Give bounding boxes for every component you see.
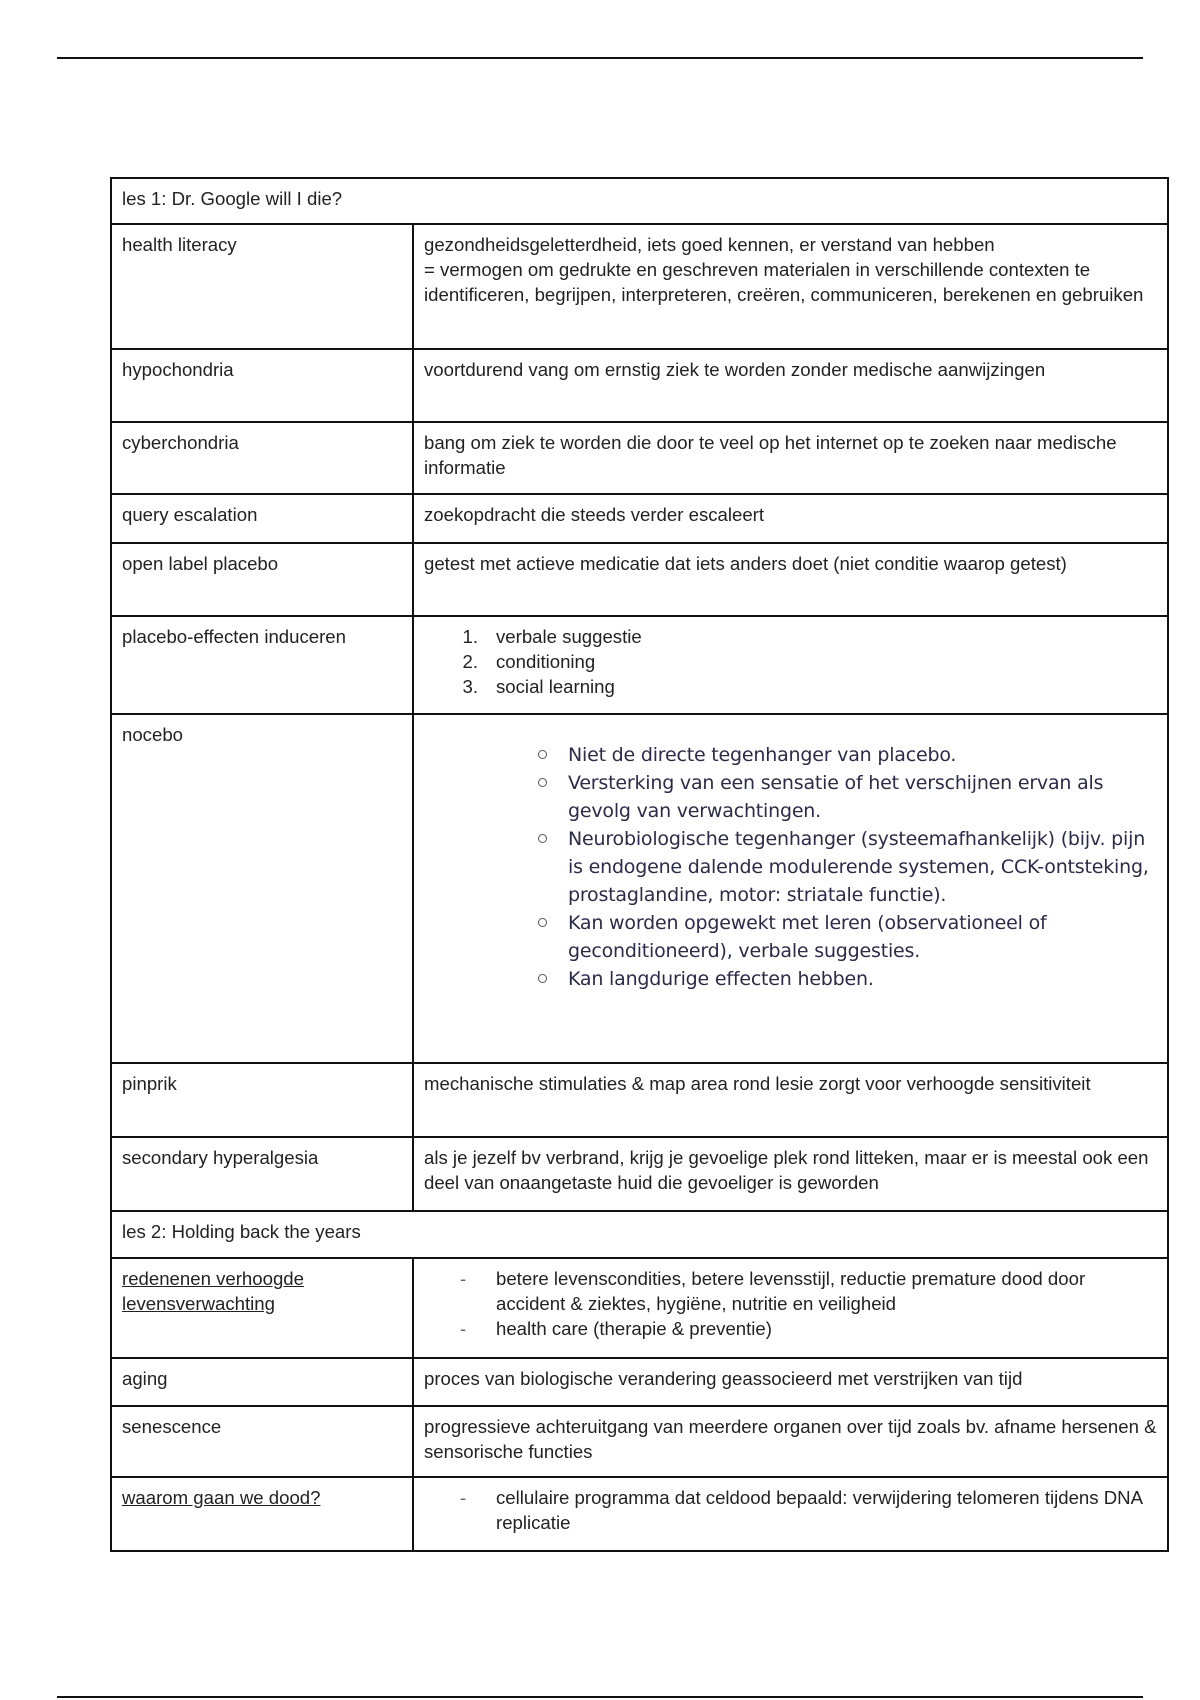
numbered-list bbox=[424, 624, 1157, 699]
list-item: Neurobiologische tegenhanger (systeemafhankelijk) (bijv. pijn is endogene dalende modulerende systemen, CCK-ontsteking, prostaglandine, motor: striatale functie). bbox=[424, 825, 1157, 909]
bullet-list bbox=[424, 741, 1157, 993]
definition bbox=[413, 616, 1168, 714]
list-item: Kan worden opgewekt met leren (observationeel of geconditioneerd), verbale suggesties. bbox=[424, 909, 1157, 965]
term: waarom gaan we dood? bbox=[111, 1477, 413, 1551]
term: nocebo bbox=[111, 714, 413, 1063]
dash-list bbox=[424, 1485, 1157, 1535]
definition: voortdurend vang om ernstig ziek te worden zonder medische aanwijzingen bbox=[413, 349, 1168, 422]
definition-line: = vermogen om gedrukte en geschreven materialen in verschillende contexten te identificeren, begrijpen, interpreteren, creëren, communiceren, berekenen en gebruiken bbox=[424, 259, 1144, 305]
definition: mechanische stimulaties & map area rond lesie zorgt voor verhoogde sensitiviteit bbox=[413, 1063, 1168, 1137]
table-row bbox=[111, 1137, 1168, 1211]
definition: zoekopdracht die steeds verder escaleert bbox=[413, 494, 1168, 543]
term: secondary hyperalgesia bbox=[111, 1137, 413, 1211]
term: query escalation bbox=[111, 494, 413, 543]
definition bbox=[413, 224, 1168, 349]
list-item: 2. conditioning bbox=[462, 651, 596, 672]
table-row bbox=[111, 422, 1168, 494]
table-row bbox=[111, 714, 1168, 1063]
table-row bbox=[111, 349, 1168, 422]
table-row bbox=[111, 224, 1168, 349]
list-item: - betere levenscondities, betere levensstijl, reductie premature dood door accident & ziektes, hygiëne, nutritie en veiligheid bbox=[460, 1268, 1086, 1314]
section-title: les 1: Dr. Google will I die? bbox=[111, 178, 1168, 224]
definition bbox=[413, 1258, 1168, 1358]
table-row bbox=[111, 1063, 1168, 1137]
definition bbox=[413, 714, 1168, 1063]
table-row bbox=[111, 1358, 1168, 1406]
term: redenenen verhoogde levensverwachting bbox=[111, 1258, 413, 1358]
table-row bbox=[111, 1477, 1168, 1551]
definition: proces van biologische verandering geassocieerd met verstrijken van tijd bbox=[413, 1358, 1168, 1406]
list-item: 1. verbale suggestie bbox=[462, 626, 642, 647]
definition: bang om ziek te worden die door te veel op het internet op te zoeken naar medische informatie bbox=[413, 422, 1168, 494]
section-header-row bbox=[111, 1211, 1168, 1258]
circle-bullet-icon bbox=[538, 918, 547, 927]
term: placebo-effecten induceren bbox=[111, 616, 413, 714]
notes-table bbox=[110, 177, 1169, 1552]
term: cyberchondria bbox=[111, 422, 413, 494]
term: hypochondria bbox=[111, 349, 413, 422]
term: health literacy bbox=[111, 224, 413, 349]
circle-bullet-icon bbox=[538, 750, 547, 759]
list-item: 3. social learning bbox=[462, 676, 615, 697]
list-item: - cellulaire programma dat celdood bepaald: verwijdering telomeren tijdens DNA replicatie bbox=[460, 1487, 1142, 1533]
footer-rule bbox=[57, 1696, 1143, 1698]
term: pinprik bbox=[111, 1063, 413, 1137]
table-row bbox=[111, 543, 1168, 616]
section-title: les 2: Holding back the years bbox=[111, 1211, 1168, 1258]
list-item: Niet de directe tegenhanger van placebo. bbox=[424, 741, 1157, 769]
table-row bbox=[111, 1406, 1168, 1477]
circle-bullet-icon bbox=[538, 974, 547, 983]
dash-bullet-icon: - bbox=[460, 1268, 467, 1289]
section-header-row bbox=[111, 178, 1168, 224]
definition bbox=[413, 1477, 1168, 1551]
list-item: Kan langdurige effecten hebben. bbox=[424, 965, 1157, 993]
definition-line: gezondheidsgeletterdheid, iets goed kennen, er verstand van hebben bbox=[424, 234, 995, 255]
circle-bullet-icon bbox=[538, 778, 547, 787]
table-row bbox=[111, 616, 1168, 714]
definition: progressieve achteruitgang van meerdere organen over tijd zoals bv. afname hersenen & sensorische functies bbox=[413, 1406, 1168, 1477]
table-row bbox=[111, 1258, 1168, 1358]
list-item: - health care (therapie & preventie) bbox=[460, 1318, 772, 1339]
term: aging bbox=[111, 1358, 413, 1406]
definition: getest met actieve medicatie dat iets anders doet (niet conditie waarop getest) bbox=[413, 543, 1168, 616]
definition: als je jezelf bv verbrand, krijg je gevoelige plek rond litteken, maar er is meestal ook een deel van onaangetaste huid die gevoeliger is geworden bbox=[413, 1137, 1168, 1211]
dash-bullet-icon: - bbox=[460, 1318, 467, 1339]
term: open label placebo bbox=[111, 543, 413, 616]
dash-list bbox=[424, 1266, 1157, 1341]
table-row bbox=[111, 494, 1168, 543]
dash-bullet-icon: - bbox=[460, 1487, 467, 1508]
header-rule bbox=[57, 57, 1143, 59]
circle-bullet-icon bbox=[538, 834, 547, 843]
term: senescence bbox=[111, 1406, 413, 1477]
list-item: Versterking van een sensatie of het verschijnen ervan als gevolg van verwachtingen. bbox=[424, 769, 1157, 825]
